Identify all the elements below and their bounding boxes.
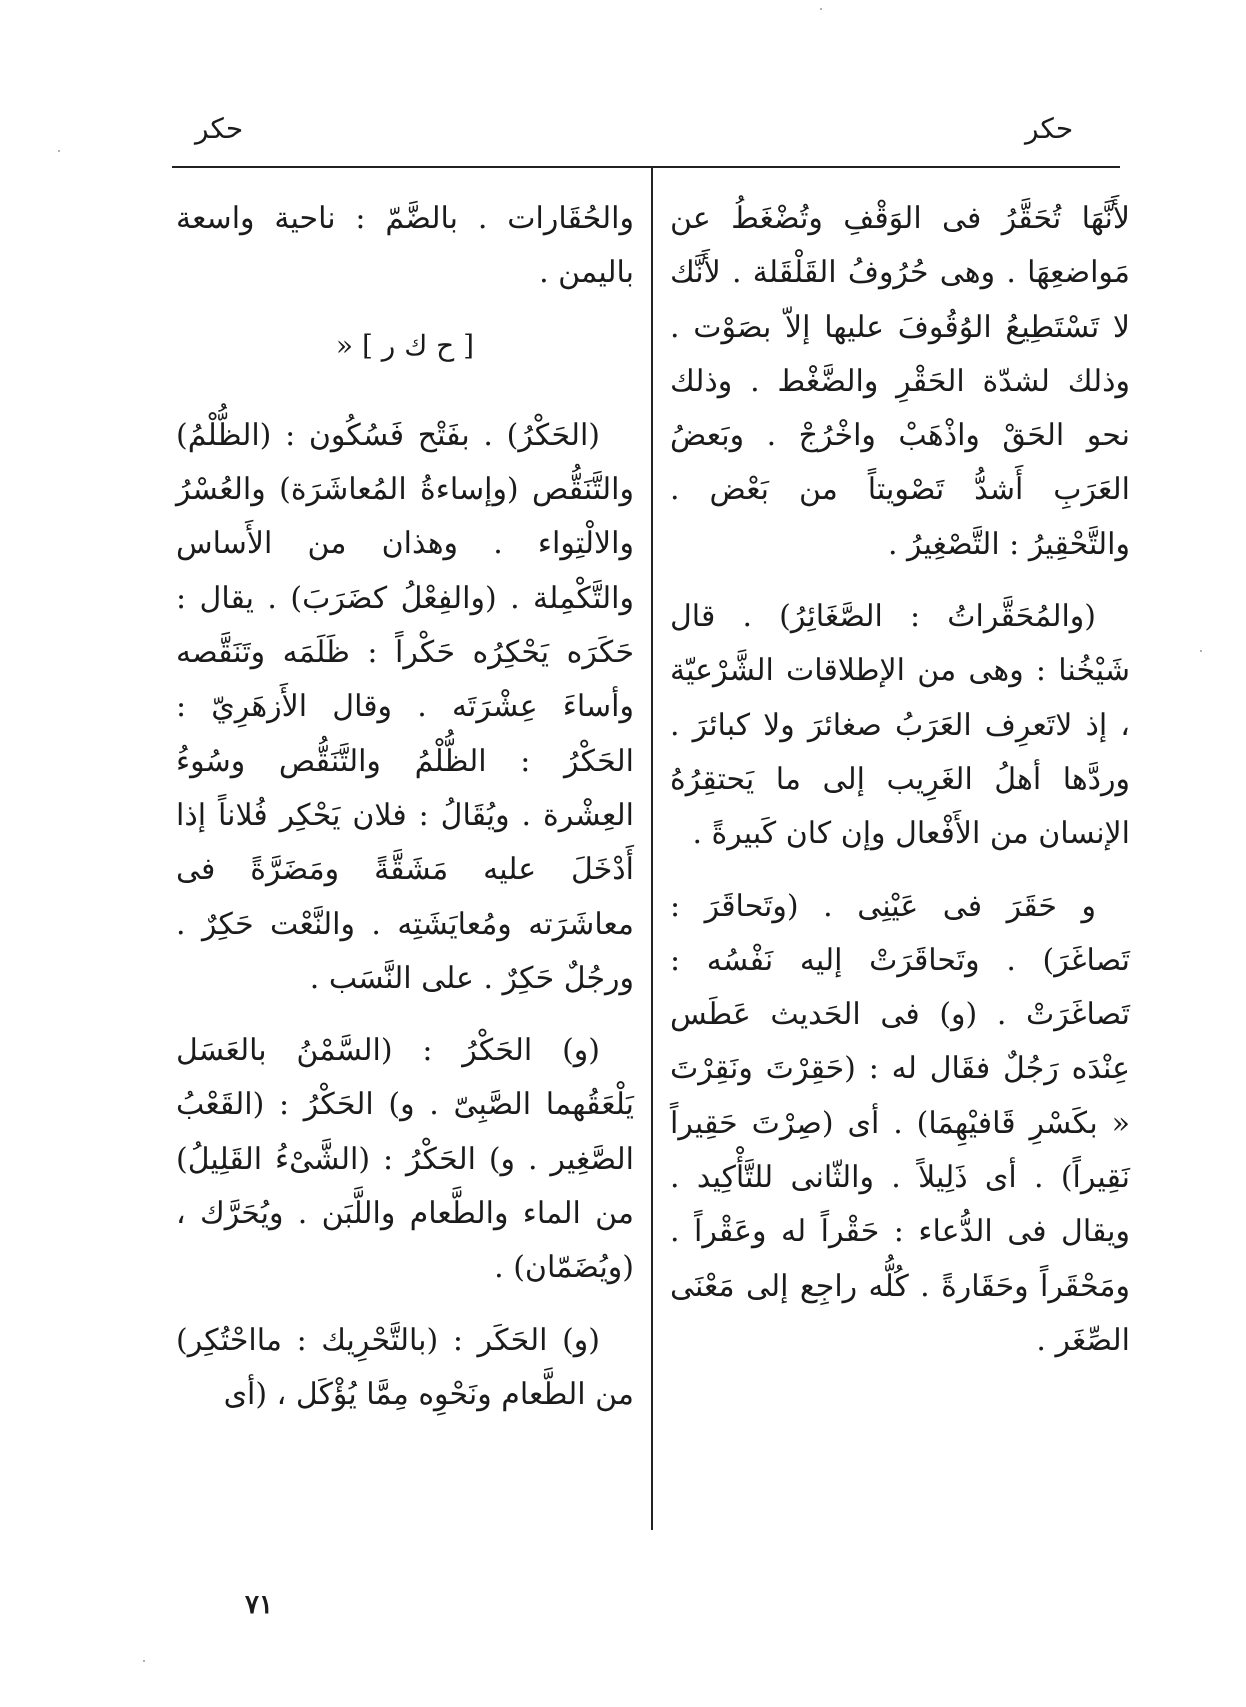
left-intro: والحُقَارات . بالضَّمّ : ناحية واسعة باليمن . — [176, 201, 634, 291]
left-paragraph-2: (و) الحَكْرُ : (السَّمْنُ بالعَسَل يَلْعَقُهما الصَّبِىّ . و) الحَكْرُ : (القَعْبُ الصَّغِير . و) الحَكْرُ : (الشَّىْءُ القَلِيلُ) من الماء والطَّعام واللَّبَن . ويُحَرَّك ، (ويُضَمّان) . — [176, 1033, 634, 1286]
left-column — [176, 192, 634, 1440]
page-number: ٧١ — [245, 1590, 273, 1620]
right-column — [670, 192, 1130, 1386]
running-head-left: حكر — [195, 112, 244, 145]
scan-speck — [143, 1660, 145, 1662]
scan-speck — [820, 8, 822, 10]
scan-speck — [1200, 650, 1202, 652]
right-paragraph-2: (والمُحَقَّراتُ : الصَّغَائِرُ) . قال شَيْخُنا : وهى من الإطلاقات الشَّرْعيّة ، إذ لاتَعرِف العَرَبُ صغائرَ ولا كبائرَ . وردَّها أهلُ الغَرِيب إلى ما يَحتقِرُهُ الإنسان من الأَفْعال وإن كان كَبيرةً . — [670, 599, 1130, 852]
left-paragraph-3: (و) الحَكَر : (بالتَّحْرِيك : مااحْتُكِر) من الطَّعام ونَحْوِه مِمَّا يُؤْكَل ، (أى — [176, 1322, 634, 1412]
entry-heading: [ ح ك ر ] « — [335, 328, 475, 362]
scan-speck — [58, 150, 60, 152]
right-paragraph-1: لأَنَّهَا تُحَقَّرُ فى الوَقْفِ وتُضْغَطُ عن مَواضعِهَا . وهى حُرُوفُ القَلْقَلة . لأَنَّك لا تَسْتَطِيعُ الوُقُوفَ عليها إلاّ بصَوْت . وذلك لشدّة الحَقْرِ والضَّغْط . وذلك نحو الحَقْ واذْهَبْ واخْرُجْ . وبَعضُ العَرَبِ أَشدُّ تَصْويتاً من بَعْض . والتَّحْقِيرُ : التَّصْغِيرُ . — [670, 201, 1130, 562]
left-paragraph-1: (الحَكْرُ) . بفَتْح فَسُكُون : (الظُّلْمُ) والتَّنَقُّص (وإساءةُ المُعاشَرَة) والعُسْرُ والالْتِواء . وهذان من الأَساس والتَّكْمِلة . (والفِعْلُ كضَرَبَ) . يقال : حَكَرَه يَحْكِرُه حَكْراً : ظَلَمَه وتَنَقَّصه وأساءَ عِشْرَتَه . وقال الأَزهَرِيّ : الحَكْرُ : الظُّلْمُ والتَّنَقُّص وسُوءُ العِشْرة . ويُقَالُ : فلان يَحْكِر فُلاناً إذا أَدْخَلَ عليه مَشَقَّةً ومَضَرَّةً فى معاشَرَته ومُعايَشَتِه . والنَّعْت حَكِرٌ . ورجُلٌ حَكِرٌ . على النَّسَب . — [176, 417, 634, 996]
right-paragraph-3: و حَقَرَ فى عَيْنِى . (وتَحاقَرَ : تَصاغَرَ) . وتَحاقَرَتْ إليه نَفْسُه : تَصاغَرَتْ . (و) فى الحَديث عَطَس عِنْدَه رَجُلٌ فقَال له : (حَقِرْتَ ونَقِرْتَ « بكَسْرِ قَافيْهِمَا) . أى (صِرْتَ حَقِيراً نَقِيراً) . أى ذَلِيلاً . والثّانى للتَّأْكِيد . ويقال فى الدُّعاء : حَقْراً له وعَقْراً . ومَحْقَراً وحَقَارةً . كُلُّه راجِع إلى مَعْنَى الصِّغَر . — [670, 888, 1130, 1358]
running-head-right: حكر — [1025, 112, 1074, 145]
column-divider — [651, 168, 653, 1530]
header-rule — [172, 166, 1120, 168]
